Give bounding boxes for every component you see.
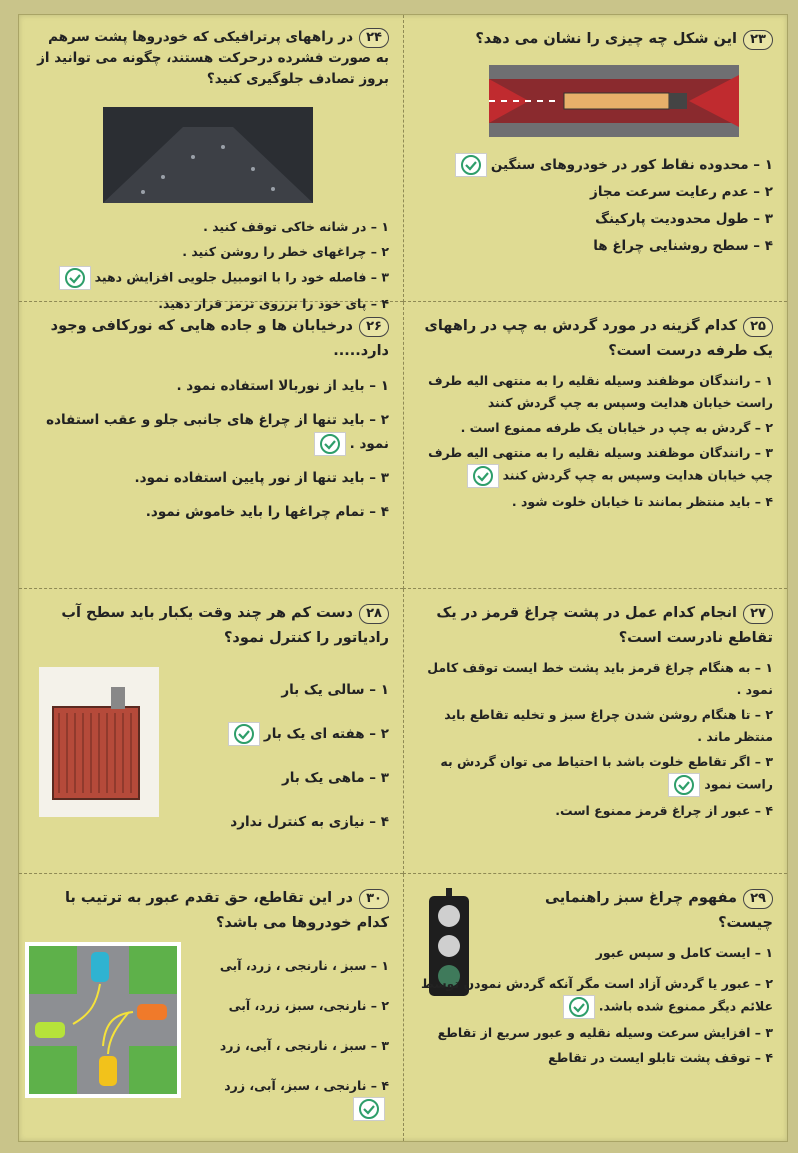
question-number: ۲۹ — [743, 889, 773, 909]
question-23 — [403, 15, 787, 302]
option-2[interactable]: ۲ – عدم رعایت سرعت مجاز — [590, 184, 773, 200]
option-2[interactable]: ۲ – چراغهای خطر را روشن کنید . — [182, 244, 389, 259]
option-1[interactable]: ۱ – ایست کامل و سپس عبور — [595, 945, 773, 960]
question-27 — [403, 589, 787, 874]
question-25-text — [418, 314, 773, 364]
traffic-night-photo — [103, 107, 313, 203]
option-1[interactable]: ۱ – باید از نوربالا استفاده نمود . — [176, 378, 389, 394]
check-icon — [59, 266, 91, 290]
option-4[interactable]: ۴ – باید منتظر بمانند تا خیابان خلوت شود . — [511, 494, 773, 509]
option-label: ۳ – رانندگان موظفند وسیله نقلیه را به منتهی الیه طرف چپ خیابان هدایت وسپس به چپ گردش کنند — [428, 445, 773, 483]
option-4[interactable]: ۴ – توقف پشت تابلو ایست در تقاطع — [548, 1050, 773, 1065]
option-1[interactable] — [414, 153, 773, 177]
question-29 — [403, 874, 787, 1141]
option-3[interactable] — [418, 751, 773, 797]
check-icon — [467, 464, 499, 488]
question-26 — [19, 302, 403, 589]
option-label: ۴ – نارنجی ، سبز، آبی، زرد — [224, 1078, 389, 1093]
option-1[interactable]: ۱ – رانندگان موظفند وسیله نقلیه را به منتهی الیه طرف راست خیابان هدایت وسپس به چپ گردش کنند — [428, 373, 773, 410]
question-25 — [403, 302, 787, 589]
question-number: ۲۴ — [359, 28, 389, 48]
option-label: ۳ – اگر تقاطع خلوت باشد با احتیاط می توان گردش به راست نمود — [440, 754, 773, 792]
question-label: درخیابان ها و جاده هایی که نورکافی وجود دارد..... — [50, 318, 389, 359]
option-label: ۲ – باید تنها از چراغ های جانبی جلو و عقب استفاده نمود . — [46, 412, 389, 452]
option-label: ۳ – فاصله خود را با اتومبیل جلویی افزایش دهید — [94, 269, 389, 285]
question-label: کدام گزینه در مورد گردش به چپ در راههای یک طرفه درست است؟ — [424, 318, 773, 359]
question-29-text — [488, 886, 773, 936]
question-24-text — [33, 27, 389, 90]
question-26-text — [33, 314, 389, 364]
check-icon — [228, 722, 260, 746]
check-icon — [353, 1097, 385, 1121]
question-label: مفهوم چراغ سبز راهنمایی چیست؟ — [545, 890, 773, 931]
option-4[interactable]: ۴ – نیازی به کنترل ندارد — [230, 814, 389, 830]
option-label: ۲ – عبور یا گردش آزاد است مگر آنکه گردش نمودن توسط علائم دیگر ممنوع شده باشد. — [420, 976, 773, 1014]
option-1[interactable]: ۱ – سالی یک بار — [281, 682, 389, 698]
question-number: ۳۰ — [359, 889, 389, 909]
option-2[interactable] — [33, 408, 389, 456]
question-30-text — [33, 886, 389, 936]
option-4[interactable]: ۴ – پای خود را برروی ترمز قرار دهید. — [158, 296, 389, 311]
option-2[interactable]: ۲ – گردش به چپ در خیابان یک طرفه ممنوع است . — [460, 420, 773, 435]
check-icon — [455, 153, 487, 177]
question-number: ۲۵ — [743, 317, 773, 337]
option-4[interactable] — [189, 1075, 389, 1121]
option-3[interactable] — [418, 442, 773, 488]
blind-spot-truck-illustration — [489, 65, 739, 137]
radiator-illustration — [39, 667, 159, 817]
option-3[interactable]: ۳ – باید تنها از نور پایین استفاده نمود. — [134, 470, 389, 486]
option-2[interactable]: ۲ – نارنجی، سبز، زرد، آبی — [228, 998, 389, 1013]
question-30 — [19, 874, 403, 1141]
option-3[interactable]: ۳ – طول محدودیت پارکینگ — [595, 211, 773, 227]
question-number: ۲۸ — [359, 604, 389, 624]
intersection-illustration — [25, 942, 181, 1098]
check-icon — [563, 995, 595, 1019]
question-28-text — [33, 601, 389, 651]
question-label: انجام کدام عمل در پشت چراغ قرمز در یک تقاطع نادرست است؟ — [436, 605, 773, 646]
option-label: ۱ – محدوده نقاط کور در خودروهای سنگین — [490, 157, 773, 173]
check-icon — [314, 432, 346, 456]
question-27-text — [418, 601, 773, 651]
question-label: این شکل چه چیزی را نشان می دهد؟ — [475, 31, 737, 47]
question-23-text — [418, 27, 773, 52]
option-label: ۲ – هفته ای یک بار — [263, 726, 389, 742]
question-24 — [19, 15, 403, 311]
question-label: دست کم هر چند وقت یکبار باید سطح آب رادیاتور را کنترل نمود؟ — [61, 605, 389, 646]
option-4[interactable]: ۴ – سطح روشنایی چراغ ها — [593, 238, 773, 254]
option-1[interactable]: ۱ – در شانه خاکی توقف کنید . — [203, 219, 389, 234]
option-3[interactable]: ۳ – سبز ، نارنجی ، آبی، زرد — [219, 1038, 389, 1053]
option-4[interactable]: ۴ – عبور از چراغ قرمز ممنوع است. — [555, 803, 773, 818]
option-2[interactable] — [169, 722, 389, 746]
option-4[interactable]: ۴ – تمام چراغها را باید خاموش نمود. — [145, 504, 389, 520]
question-number: ۲۶ — [359, 317, 389, 337]
question-label: در این تقاطع، حق تقدم عبور به ترتیب با کدام خودروها می باشد؟ — [64, 890, 389, 931]
option-2[interactable] — [414, 973, 773, 1019]
option-3[interactable] — [29, 266, 389, 290]
option-1[interactable]: ۱ – سبز ، نارنجی ، زرد، آبی — [219, 958, 389, 973]
option-2[interactable]: ۲ – تا هنگام روشن شدن چراغ سبز و تخلیه تقاطع باید منتظر ماند . — [444, 707, 773, 744]
check-icon — [668, 773, 700, 797]
question-label: در راههای پرترافیکی که خودروها پشت سرهم به صورت فشرده درحرکت هستند، چگونه می توانید از بروز تصادف جلوگیری کنید؟ — [37, 29, 389, 87]
question-28 — [19, 589, 403, 874]
option-3[interactable]: ۳ – افزایش سرعت وسیله نقلیه و عبور سریع از تقاطع — [437, 1025, 773, 1040]
question-number: ۲۳ — [743, 30, 773, 50]
question-number: ۲۷ — [743, 604, 773, 624]
option-1[interactable]: ۱ – به هنگام چراغ قرمز باید پشت خط ایست توقف کامل نمود . — [427, 660, 773, 697]
quiz-sheet — [18, 14, 788, 1142]
option-3[interactable]: ۳ – ماهی یک بار — [281, 770, 389, 786]
